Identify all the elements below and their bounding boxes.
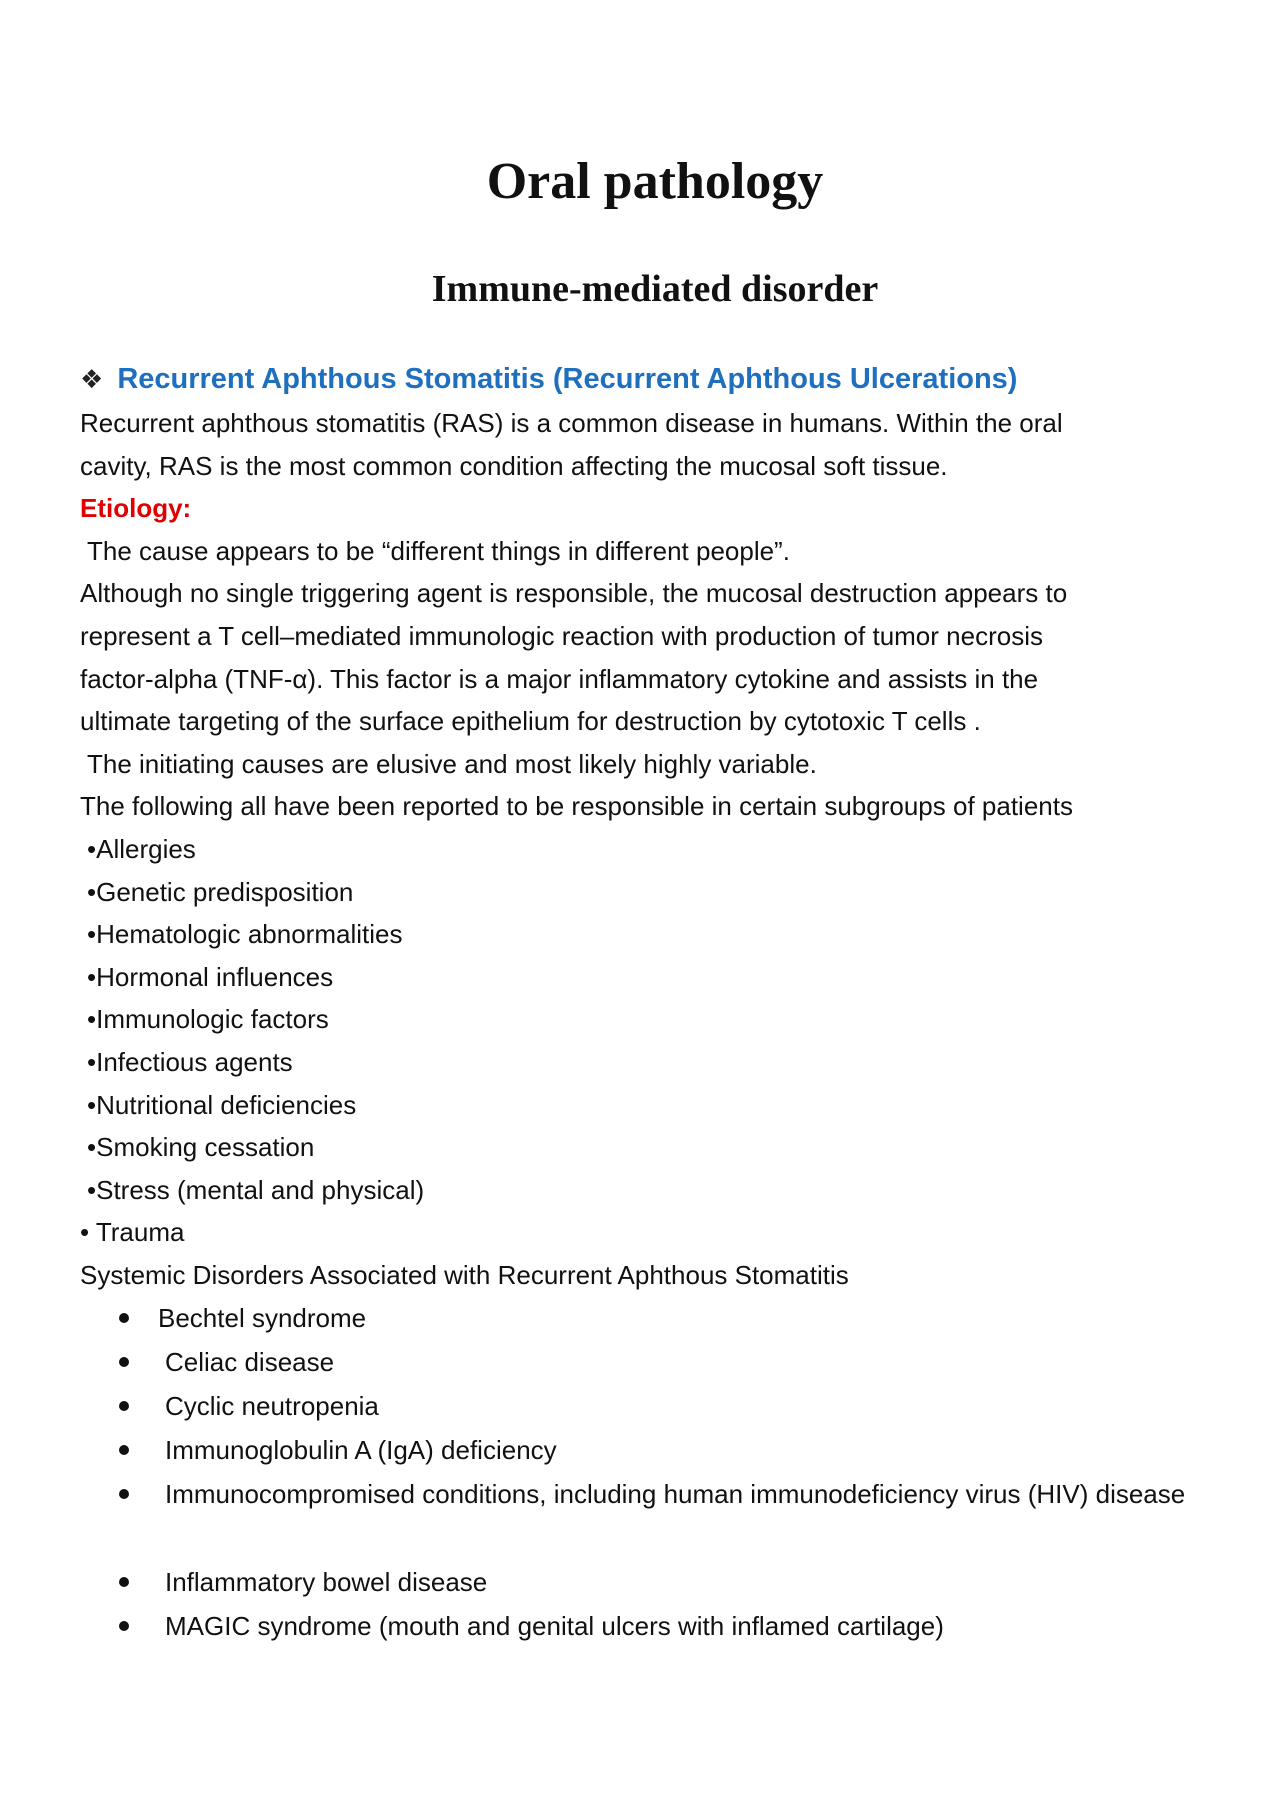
page-title: Oral pathology [486,153,824,210]
section-heading-text: Recurrent Aphthous Stomatitis (Recurrent Aphthous Ulcerations) [117,363,1018,395]
systemic-disorders-list [80,1296,1210,1648]
list-item [80,1604,1210,1648]
list-item [80,1384,1210,1428]
etiology-line: factor-alpha (TNF-α). This factor is a major inflammatory cytokine and assists in the [80,663,1039,694]
diamond-four-icon: ❖ [80,364,104,394]
cause-item: •Hematologic abnormalities [87,919,403,950]
bullet-dot-icon [119,1489,129,1499]
bullet-dot-icon [119,1577,129,1587]
cause-item: •Allergies [87,833,196,864]
etiology-line: ultimate targeting of the surface epithelium for destruction by cytotoxic T cells . [80,706,981,737]
cause-item: •Smoking cessation [87,1132,315,1163]
bullet-dot-icon [119,1313,129,1323]
list-item-text: MAGIC syndrome (mouth and genital ulcers with inflamed cartilage) [165,1611,944,1642]
bullet-dot-icon [119,1357,129,1367]
cause-item: •Nutritional deficiencies [87,1089,357,1120]
cause-item: • Trauma [80,1217,185,1248]
etiology-line: Although no single triggering agent is responsible, the mucosal destruction appears to [80,578,1068,609]
list-item-text: Immunoglobulin A (IgA) deficiency [165,1435,557,1466]
cause-item: •Stress (mental and physical) [87,1174,425,1205]
bullet-dot-icon [119,1401,129,1411]
list-item-text: Bechtel syndrome [158,1303,367,1334]
list-item [80,1560,1210,1604]
etiology-line: represent a T cell–mediated immunologic reaction with production of tumor necrosis [80,620,1043,651]
intro-line: cavity, RAS is the most common condition affecting the mucosal soft tissue. [80,450,948,481]
section-heading [80,356,1210,402]
cause-item: •Hormonal influences [87,961,334,992]
list-item [80,1428,1210,1472]
etiology-line: The following all have been reported to be responsible in certain subgroups of patients [80,791,1073,822]
list-item-text: Inflammatory bowel disease [165,1567,488,1598]
etiology-label: Etiology: [80,493,192,524]
list-item-text: Celiac disease [165,1347,335,1378]
systemic-heading: Systemic Disorders Associated with Recurrent Aphthous Stomatitis [80,1259,849,1290]
document-body [80,356,1210,1648]
bullet-dot-icon [119,1445,129,1455]
list-item [80,1296,1210,1340]
page-subtitle: Immune-mediated disorder [431,268,879,310]
list-item-text: Cyclic neutropenia [165,1391,379,1422]
cause-item: •Genetic predisposition [87,876,354,907]
cause-item: •Immunologic factors [87,1004,329,1035]
bullet-dot-icon [119,1621,129,1631]
cause-item: •Infectious agents [87,1046,293,1077]
list-item [80,1472,1210,1560]
list-item [80,1340,1210,1384]
etiology-line: The initiating causes are elusive and most likely highly variable. [87,748,817,779]
etiology-line: The cause appears to be “different things in different people”. [87,535,790,566]
list-item-text: Immunocompromised conditions, including human immunodeficiency virus (HIV) disease [165,1479,1186,1510]
intro-line: Recurrent aphthous stomatitis (RAS) is a common disease in humans. Within the oral [80,408,1063,438]
